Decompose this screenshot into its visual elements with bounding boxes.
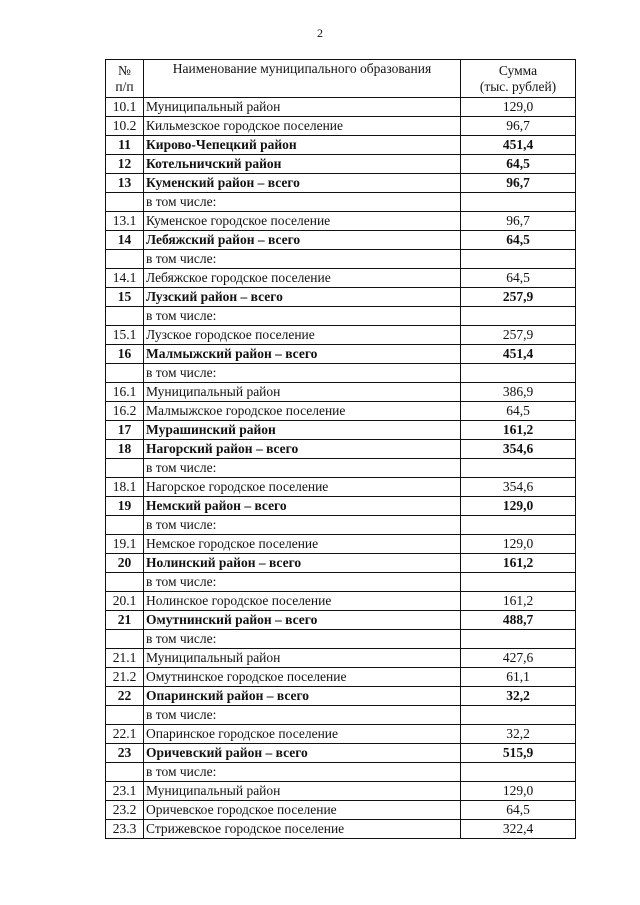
- row-name-cell: Муниципальный район: [144, 98, 461, 117]
- row-number-cell: 18.1: [106, 478, 144, 497]
- row-name-cell: Лузский район – всего: [144, 288, 461, 307]
- row-name-cell: Малмыжское городское поселение: [144, 402, 461, 421]
- row-sum-cell: 161,2: [461, 592, 576, 611]
- row-name-cell: в том числе:: [144, 459, 461, 478]
- table-row: [106, 516, 576, 535]
- table-row: [106, 421, 576, 440]
- row-number-cell: 21: [106, 611, 144, 630]
- row-number-cell: 10.1: [106, 98, 144, 117]
- row-sum-cell: 96,7: [461, 117, 576, 136]
- table-row: [106, 763, 576, 782]
- row-number-cell: 22: [106, 687, 144, 706]
- row-name-cell: Лузское городское поселение: [144, 326, 461, 345]
- row-name-cell: Нолинское городское поселение: [144, 592, 461, 611]
- row-name-cell: Муниципальный район: [144, 649, 461, 668]
- row-number-cell: 20: [106, 554, 144, 573]
- table-row: [106, 611, 576, 630]
- row-number-cell: [106, 706, 144, 725]
- table-row: [106, 782, 576, 801]
- row-name-cell: Муниципальный район: [144, 782, 461, 801]
- row-sum-cell: 515,9: [461, 744, 576, 763]
- row-number-cell: [106, 763, 144, 782]
- row-name-cell: Мурашинский район: [144, 421, 461, 440]
- table-row: [106, 687, 576, 706]
- row-number-cell: 22.1: [106, 725, 144, 744]
- header-sum-line2: (тыс. рублей): [479, 79, 557, 94]
- table-row: [106, 801, 576, 820]
- table-row: [106, 117, 576, 136]
- row-sum-cell: 129,0: [461, 98, 576, 117]
- budget-allocation-table: [105, 59, 576, 839]
- row-name-cell: Стрижевское городское поселение: [144, 820, 461, 839]
- row-name-cell: в том числе:: [144, 364, 461, 383]
- row-sum-cell: 96,7: [461, 174, 576, 193]
- row-sum-cell: 129,0: [461, 497, 576, 516]
- row-sum-cell: [461, 573, 576, 592]
- row-number-cell: 14.1: [106, 269, 144, 288]
- row-name-cell: Лебяжское городское поселение: [144, 269, 461, 288]
- row-sum-cell: 64,5: [461, 231, 576, 250]
- row-number-cell: 15: [106, 288, 144, 307]
- row-number-cell: 10.2: [106, 117, 144, 136]
- row-number-cell: [106, 307, 144, 326]
- header-number-line2: п/п: [115, 79, 134, 94]
- table-row: [106, 155, 576, 174]
- row-sum-cell: 64,5: [461, 801, 576, 820]
- row-number-cell: [106, 193, 144, 212]
- row-name-cell: в том числе:: [144, 573, 461, 592]
- row-name-cell: Куменский район – всего: [144, 174, 461, 193]
- table-row: [106, 649, 576, 668]
- row-sum-cell: 386,9: [461, 383, 576, 402]
- header-sum-line1: Сумма: [498, 63, 538, 78]
- row-sum-cell: 32,2: [461, 687, 576, 706]
- row-name-cell: в том числе:: [144, 516, 461, 535]
- row-number-cell: [106, 250, 144, 269]
- row-sum-cell: 322,4: [461, 820, 576, 839]
- page-number: 2: [317, 26, 323, 40]
- row-sum-cell: 427,6: [461, 649, 576, 668]
- row-number-cell: 21.1: [106, 649, 144, 668]
- row-number-cell: 19.1: [106, 535, 144, 554]
- table-row: [106, 820, 576, 839]
- row-number-cell: 16.2: [106, 402, 144, 421]
- table-row: [106, 630, 576, 649]
- row-name-cell: Лебяжский район – всего: [144, 231, 461, 250]
- row-name-cell: в том числе:: [144, 193, 461, 212]
- header-number-line1: №: [118, 63, 131, 78]
- row-number-cell: 16: [106, 345, 144, 364]
- table-row: [106, 269, 576, 288]
- row-sum-cell: [461, 763, 576, 782]
- row-name-cell: Муниципальный район: [144, 383, 461, 402]
- row-number-cell: 13.1: [106, 212, 144, 231]
- row-sum-cell: 354,6: [461, 440, 576, 459]
- row-number-cell: [106, 459, 144, 478]
- row-sum-cell: [461, 630, 576, 649]
- row-number-cell: 23.1: [106, 782, 144, 801]
- row-number-cell: 11: [106, 136, 144, 155]
- table-row: [106, 744, 576, 763]
- row-number-cell: 15.1: [106, 326, 144, 345]
- row-name-cell: Малмыжский район – всего: [144, 345, 461, 364]
- row-name-cell: Кильмезское городское поселение: [144, 117, 461, 136]
- row-sum-cell: [461, 516, 576, 535]
- row-number-cell: 23.2: [106, 801, 144, 820]
- table-row: [106, 478, 576, 497]
- row-name-cell: Омутнинский район – всего: [144, 611, 461, 630]
- row-number-cell: 12: [106, 155, 144, 174]
- table-row: [106, 288, 576, 307]
- row-number-cell: 14: [106, 231, 144, 250]
- table-row: [106, 668, 576, 687]
- row-number-cell: 20.1: [106, 592, 144, 611]
- row-sum-cell: 32,2: [461, 725, 576, 744]
- row-name-cell: Нагорский район – всего: [144, 440, 461, 459]
- row-number-cell: [106, 364, 144, 383]
- row-sum-cell: 161,2: [461, 554, 576, 573]
- row-name-cell: Нолинский район – всего: [144, 554, 461, 573]
- row-sum-cell: [461, 364, 576, 383]
- header-row: [106, 60, 576, 98]
- table-header: [106, 60, 576, 98]
- table-row: [106, 440, 576, 459]
- row-number-cell: 21.2: [106, 668, 144, 687]
- row-number-cell: [106, 516, 144, 535]
- row-name-cell: Нагорское городское поселение: [144, 478, 461, 497]
- table-row: [106, 98, 576, 117]
- table-row: [106, 212, 576, 231]
- row-sum-cell: 354,6: [461, 478, 576, 497]
- row-name-cell: Немский район – всего: [144, 497, 461, 516]
- row-sum-cell: [461, 250, 576, 269]
- row-name-cell: Куменское городское поселение: [144, 212, 461, 231]
- row-sum-cell: 257,9: [461, 288, 576, 307]
- row-number-cell: 23: [106, 744, 144, 763]
- table-row: [106, 554, 576, 573]
- row-sum-cell: 161,2: [461, 421, 576, 440]
- row-number-cell: 19: [106, 497, 144, 516]
- row-sum-cell: 257,9: [461, 326, 576, 345]
- table-row: [106, 725, 576, 744]
- row-name-cell: Кирово-Чепецкий район: [144, 136, 461, 155]
- row-name-cell: в том числе:: [144, 706, 461, 725]
- table-row: [106, 250, 576, 269]
- table-body: [106, 98, 576, 839]
- table-row: [106, 174, 576, 193]
- row-name-cell: Оричевское городское поселение: [144, 801, 461, 820]
- column-header-number: [106, 60, 144, 98]
- table-row: [106, 364, 576, 383]
- table-row: [106, 459, 576, 478]
- row-sum-cell: [461, 459, 576, 478]
- row-number-cell: 23.3: [106, 820, 144, 839]
- row-number-cell: 13: [106, 174, 144, 193]
- row-name-cell: Опаринский район – всего: [144, 687, 461, 706]
- row-sum-cell: 64,5: [461, 155, 576, 174]
- table-row: [106, 706, 576, 725]
- row-sum-cell: [461, 307, 576, 326]
- row-sum-cell: 488,7: [461, 611, 576, 630]
- row-sum-cell: 129,0: [461, 782, 576, 801]
- row-sum-cell: 451,4: [461, 345, 576, 364]
- column-header-sum: [461, 60, 576, 98]
- row-sum-cell: 61,1: [461, 668, 576, 687]
- row-number-cell: 18: [106, 440, 144, 459]
- table-row: [106, 383, 576, 402]
- table-row: [106, 535, 576, 554]
- table-row: [106, 592, 576, 611]
- row-name-cell: в том числе:: [144, 250, 461, 269]
- row-sum-cell: 96,7: [461, 212, 576, 231]
- row-number-cell: [106, 573, 144, 592]
- row-sum-cell: [461, 706, 576, 725]
- row-sum-cell: 451,4: [461, 136, 576, 155]
- row-name-cell: в том числе:: [144, 630, 461, 649]
- column-header-name: Наименование муниципального образования: [144, 60, 461, 98]
- row-name-cell: Котельничский район: [144, 155, 461, 174]
- row-name-cell: Опаринское городское поселение: [144, 725, 461, 744]
- row-sum-cell: 64,5: [461, 402, 576, 421]
- row-name-cell: в том числе:: [144, 763, 461, 782]
- table-row: [106, 573, 576, 592]
- row-sum-cell: 129,0: [461, 535, 576, 554]
- row-number-cell: 16.1: [106, 383, 144, 402]
- row-sum-cell: [461, 193, 576, 212]
- row-name-cell: Немское городское поселение: [144, 535, 461, 554]
- table-row: [106, 193, 576, 212]
- table-row: [106, 345, 576, 364]
- table-row: [106, 231, 576, 250]
- table-row: [106, 402, 576, 421]
- table-row: [106, 136, 576, 155]
- table-row: [106, 326, 576, 345]
- row-name-cell: Оричевский район – всего: [144, 744, 461, 763]
- table-row: [106, 497, 576, 516]
- row-number-cell: 17: [106, 421, 144, 440]
- row-name-cell: Омутнинское городское поселение: [144, 668, 461, 687]
- row-number-cell: [106, 630, 144, 649]
- table-row: [106, 307, 576, 326]
- row-name-cell: в том числе:: [144, 307, 461, 326]
- row-sum-cell: 64,5: [461, 269, 576, 288]
